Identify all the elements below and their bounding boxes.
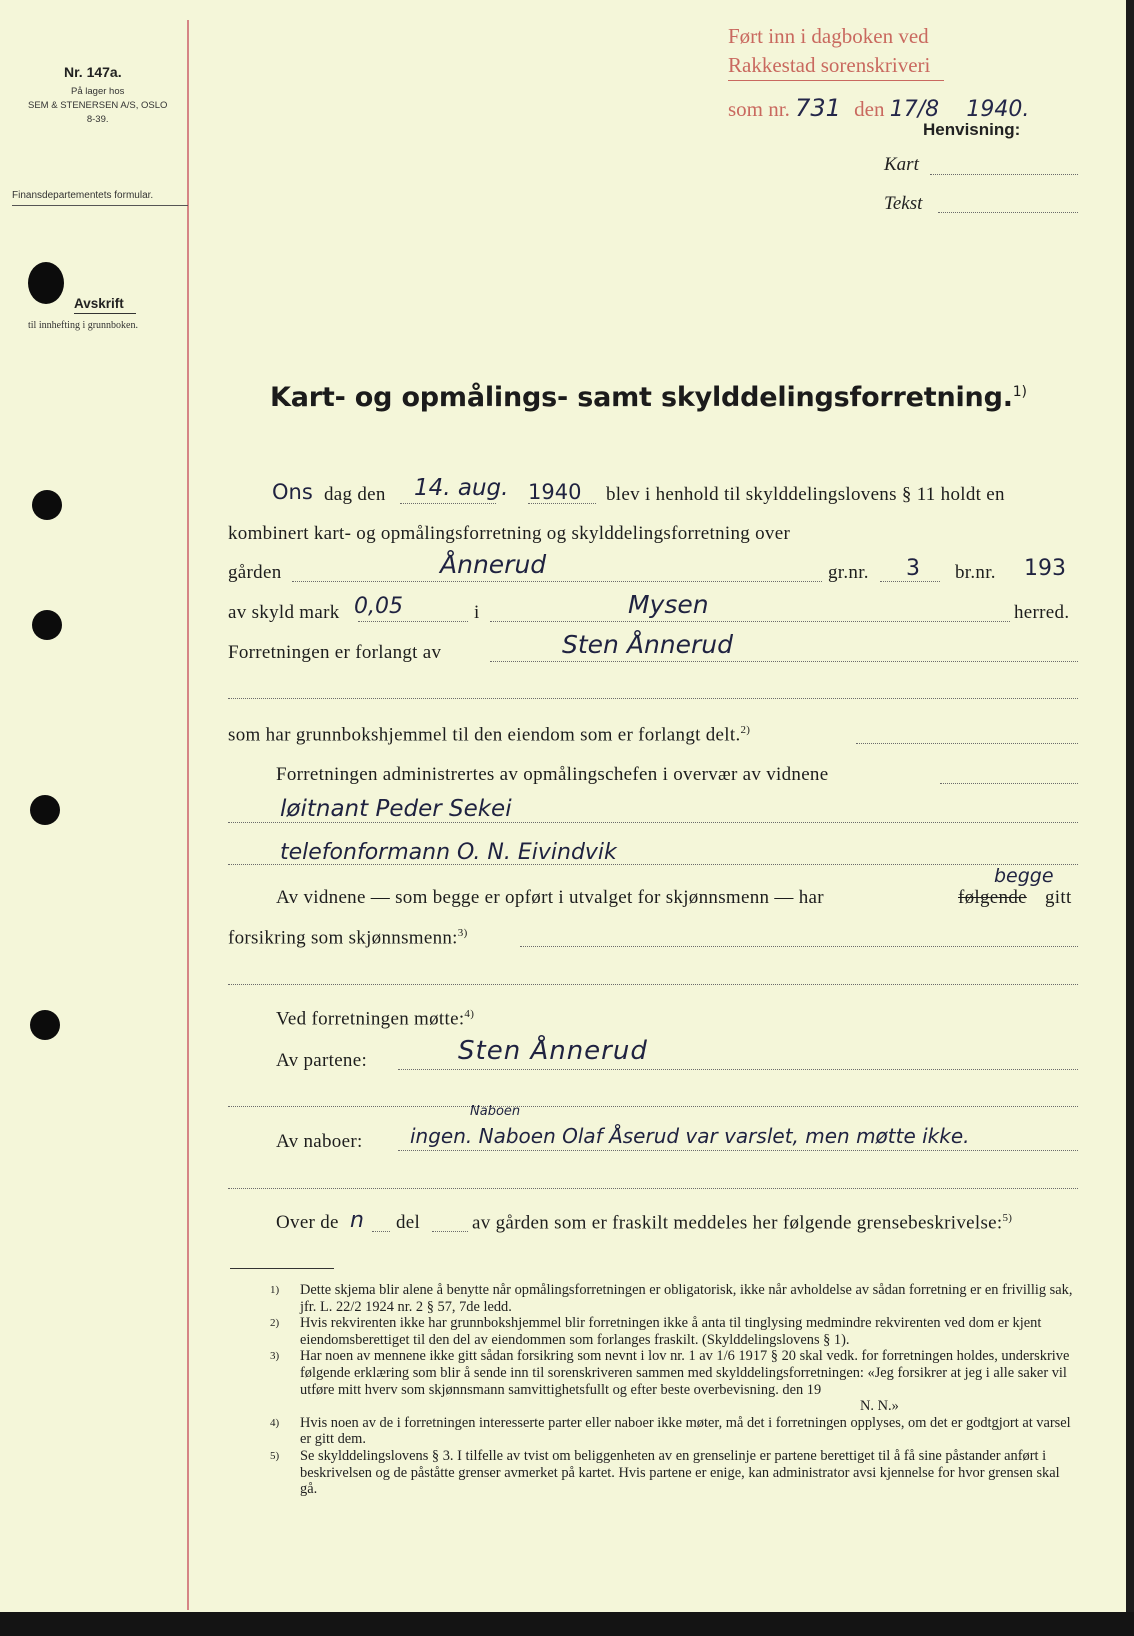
- punch-hole-icon: [32, 610, 62, 640]
- footnote-text: Hvis noen av de i forretningen interesserte parter eller naboer ikke møter, må det i forretningen opplyses, om det er godtgjort at varsel er gitt dem.: [300, 1414, 1071, 1448]
- garden-field: [292, 581, 822, 582]
- gnr-handwritten: 3: [906, 556, 920, 581]
- tekst-label: Tekst: [884, 193, 923, 214]
- weekday-handwritten: Ons: [272, 480, 313, 504]
- footnote-text: Hvis rekvirenten ikke har grunnbokshjemmel blir forretningen ikke å anta til tinglysing medmindre rekvirenten ved dom er kjent eiendomsberettiget til den del av eiendommen som forlanges fraskilt. (Skylddelingslovens § 1).: [300, 1315, 1042, 1348]
- footnote-2: [270, 1315, 1078, 1348]
- farm-name-handwritten: Ånnerud: [440, 550, 547, 579]
- kart-label: Kart: [884, 154, 919, 175]
- form-number: Nr. 147a.: [64, 64, 122, 80]
- date-handwritten: 14. aug.: [414, 475, 509, 501]
- journal-number: 731: [795, 94, 841, 122]
- footnote-6: [270, 1448, 1078, 1498]
- struck-word: følgende: [958, 887, 1027, 908]
- inserted-word-handwritten: begge: [994, 865, 1054, 887]
- footnote-number: [270, 1398, 300, 1415]
- inserted-word-handwritten: Naboen: [470, 1104, 521, 1119]
- innhefting-label: til innhefting i grunnboken.: [28, 320, 138, 331]
- scan-border: [0, 1612, 1134, 1636]
- journal-year: 1940.: [966, 97, 1030, 122]
- punch-hole-icon: [32, 490, 62, 520]
- department-label: Finansdepartementets formular.: [12, 190, 154, 201]
- tekst-field: [938, 212, 1078, 213]
- party-handwritten: Sten Ånnerud: [458, 1036, 648, 1066]
- footnote-1: [270, 1282, 1078, 1315]
- stamp-line-1: Ført inn i dagboken ved: [728, 24, 929, 48]
- stamp-underline: [728, 80, 944, 81]
- footnote-4: [270, 1398, 1078, 1415]
- punch-hole-icon: [28, 262, 64, 304]
- printer-info: På lager hos SEM & STENERSEN A/S, OSLO 8-39.: [28, 86, 168, 125]
- document-title: Kart- og opmålings- samt skylddelingsforretning.$^{1)}$: [270, 382, 1027, 413]
- divider: [12, 205, 188, 206]
- stamp-line-3: som nr. 731 den 17/8 1940.: [728, 94, 1030, 122]
- footnote-number: 1): [270, 1284, 280, 1296]
- witness-2-handwritten: telefonformann O. N. Eivindvik: [280, 840, 617, 865]
- punch-hole-icon: [30, 795, 60, 825]
- punch-hole-icon: [30, 1010, 60, 1040]
- kart-field: [930, 174, 1078, 175]
- footnote-text: Dette skjema blir alene å benytte når opmålingsforretningen er obligatorisk, ikke når avholdelse av sådan forretning er en frivillig sak, jfr. L. 22/2 1924 nr. 2 § 57, 7de ledd.: [300, 1282, 1073, 1315]
- footnote-number: 2): [270, 1317, 280, 1330]
- margin-rule: [187, 20, 189, 1610]
- footnote-text: Se skylddelingslovens § 3. I tilfelle av tvist om beliggenheten av en grenselinje er partene berettiget til å få sine påstander anført i beskrivelsen og de påståtte grenser avmerket på kartet. Hvis partene er enige, kan administrator avsi kjennelse for hvor grensen skal gå.: [300, 1447, 1060, 1498]
- bnr-handwritten: 193: [1024, 556, 1066, 581]
- footnote-5: [270, 1415, 1078, 1448]
- stamp-line-2: Rakkestad sorenskriveri: [728, 53, 931, 77]
- footnote-rule: [230, 1268, 334, 1269]
- footnote-text: N. N.»: [860, 1398, 899, 1415]
- henvisning-label: Henvisning:: [923, 120, 1021, 139]
- requester-handwritten: Sten Ånnerud: [562, 630, 734, 659]
- footnote-3: [270, 1348, 1078, 1398]
- document-page: Nr. 147a. På lager hos SEM & STENERSEN A/S, OSLO 8-39. Finansdepartementets formular. Avskrift til innhefting i grunnboken. Ført inn i dagboken ved Rakkestad sorenskriveri som nr. 731 den 17/8 1940. Henvisning: Kart Tekst Kart- og opmålings- samt skylddelingsforretning.$^{1)}$ Ons dag den 14. aug. 1940 blev i henhold til skylddelingslovens § 11 holdt en kombinert kart- og opmålingsforretning og skylddelingsforretning over gården Ånnerud gr.nr. 3 br.nr. 193 av skyld mark 0,05 i Mysen herred. Forretningen er forlangt av Sten Ånnerud som har grunnbokshjemmel til den eiendom som er forlangt delt.$^{2)}$ Forretningen administrertes av opmålingschefen i overvær av vidnene løitnant Peder Sekei telefonformann O. N. Eivindvik Av vidnene — som begge er opført i utvalget for skjønnsmenn — har følgende gitt begge forsikring som skjønnsmenn:$^{3)}$ Ved forretningen møtte:$^{4)}$ Av partene: Sten Ånnerud Av naboer: ingen. Naboen Olaf Åserud var varslet, men møtte ikke. Naboen Over de n del av gården som er fraskilt meddeles her følgende grensebeskrivelse:$^{5)}$ 1) Dette skjema blir alene å benytte når opmålingsforretningen er obligatorisk, ikke når avholdelse av sådan forretning er en frivillig sak, jfr. L. 22/2 1924 nr. 2 § 57, 7de ledd. 2) Hvis rekvirenten ikke har grunnbokshjemmel blir forretningen ikke å anta til tinglysing medmindre rekvirenten ved dom er kjent eiendomsberettiget til den del av eiendommen som forlanges fraskilt. (Skylddelingslovens § 1). 3) Har noen av mennene ikke gitt sådan forsikring som nevnt i lov nr. 1 av 1/6 1917 § 20 skal vedk. for forretningen holdes, underskrive følgende erklæring som blir å sende inn til sorenskriveren sammen med skylddelingsforretningen: «Jeg forsikrer at jeg i alle saker vil utføre mitt hverv som skjønnsmann samvittighetsfullt og efter beste overbevisning. den 19 N. N.» 4) Hvis noen av de i forretningen interesserte parter eller naboer ikke møter, må det i forretningen opplyses, om det er godtgjort at varsel er gitt dem. 5) Se skylddelingslovens § 3. I tilfelle av tvist om beliggenheten av en grenselinje er partene berettiget til å få sine påstander anført i beskrivelsen og de påståtte grenser avmerket på kartet. Hvis partene er enige, kan administrator avsi kjennelse for hvor grensen skal gå.: [0, 0, 1134, 1636]
- footnote-number: 4): [270, 1416, 280, 1429]
- footnote-text: Har noen av mennene ikke gitt sådan forsikring som nevnt i lov nr. 1 av 1/6 1917 § 20 skal vedk. for forretningen holdes, underskrive følgende erklæring som blir å sende inn til sorenskriveren sammen med skylddelingsforretningen: «Jeg forsikrer at jeg i alle saker vil utføre mitt hverv som skjønnsmann samvittighetsfullt og efter beste overbevisning. den 19: [300, 1348, 1070, 1398]
- avskrift-label: Avskrift: [74, 296, 124, 311]
- year-handwritten: 1940: [528, 480, 582, 504]
- journal-date: 17/8: [889, 97, 940, 122]
- footnote-number: 3): [270, 1350, 280, 1363]
- herred-handwritten: Mysen: [628, 590, 709, 619]
- footnote-number: 5): [270, 1449, 280, 1462]
- divider: [74, 313, 136, 314]
- footnotes: [270, 1282, 1078, 1498]
- witness-1-handwritten: løitnant Peder Sekei: [280, 796, 512, 822]
- neighbours-handwritten: ingen. Naboen Olaf Åserud var varslet, men møtte ikke.: [410, 1124, 970, 1148]
- skyld-handwritten: 0,05: [354, 594, 403, 619]
